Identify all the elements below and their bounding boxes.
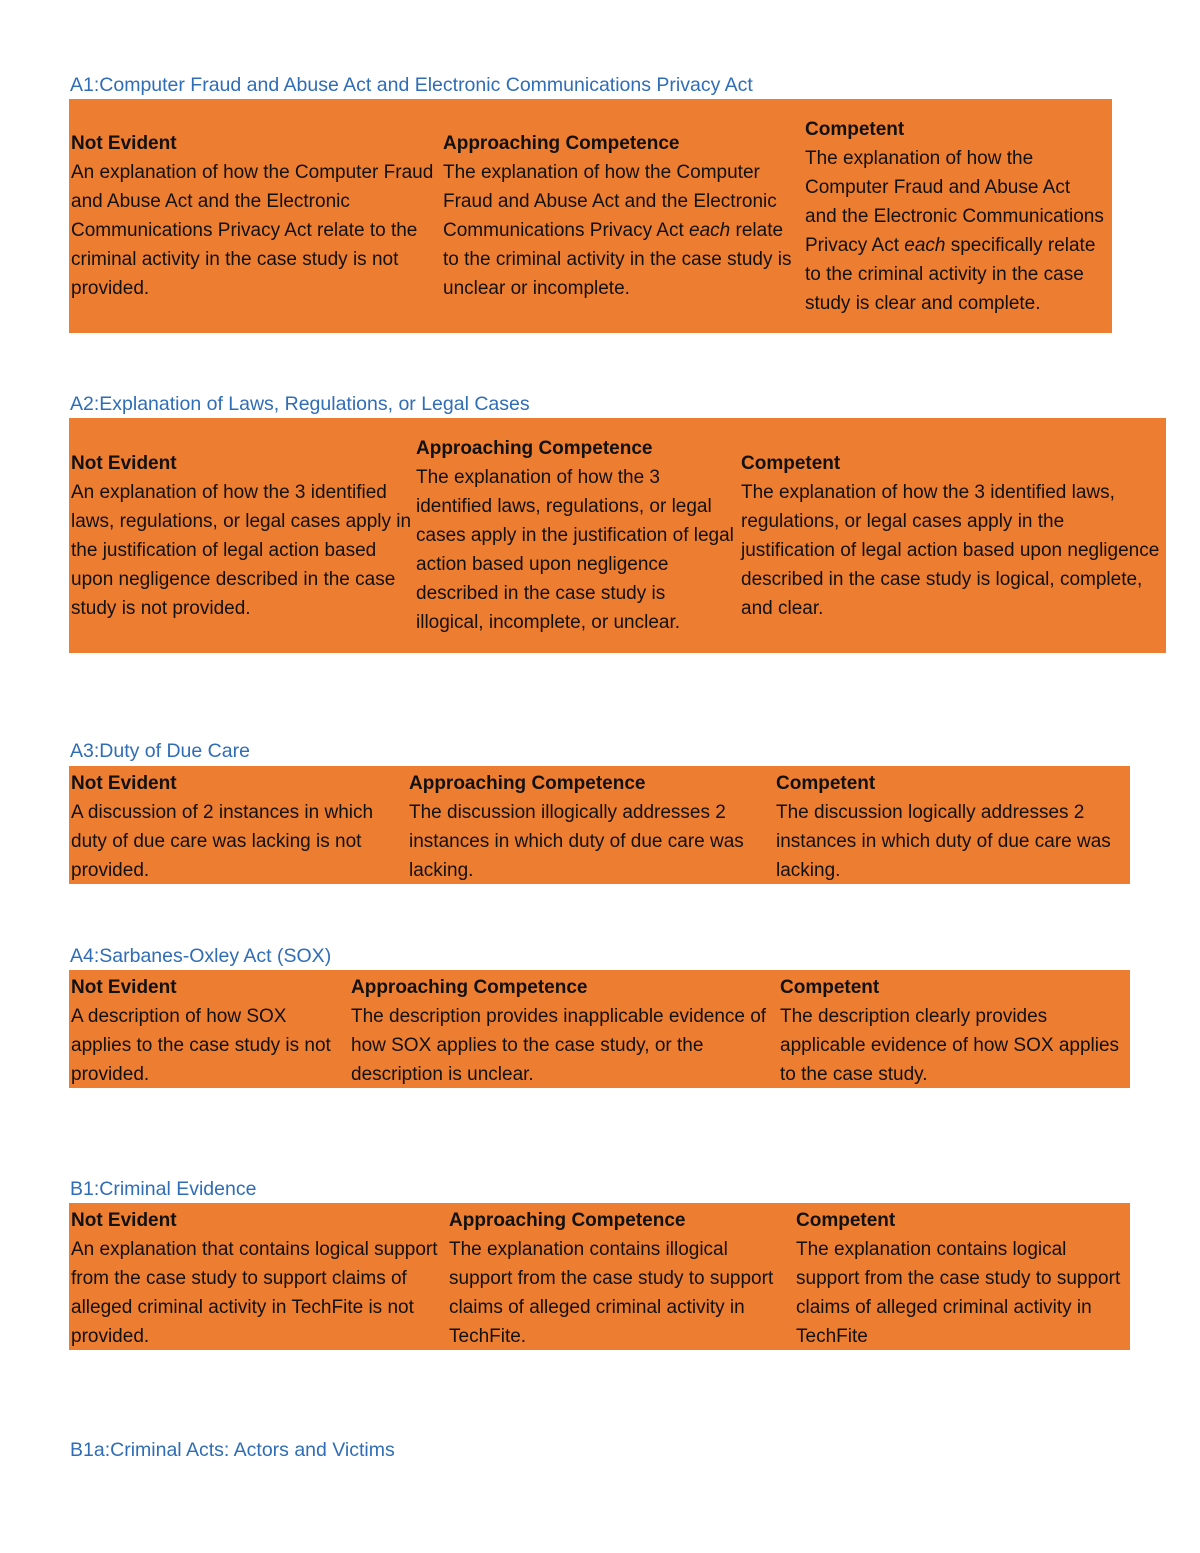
rubric-cell-approaching bbox=[447, 1203, 794, 1350]
level-description: The explanation of how the 3 identified laws, regulations, or legal cases apply in the justification of legal action based upon negligence described in the case study is illogical, incomplete, or unclear. bbox=[416, 467, 734, 633]
level-heading: Approaching Competence bbox=[409, 773, 646, 794]
level-heading: Not Evident bbox=[71, 1210, 177, 1231]
rubric-cell-competent bbox=[778, 970, 1124, 1088]
level-description: The explanation of how the Computer Fraud and Abuse Act and the Electronic Communications Privacy Act each specifically relate to the criminal activity in the case study is clear and complete. bbox=[805, 147, 1104, 314]
rubric-cell-not-evident bbox=[69, 99, 441, 333]
section-title-a3: A3:Duty of Due Care bbox=[70, 740, 250, 762]
level-heading: Approaching Competence bbox=[449, 1210, 686, 1231]
rubric-cell-approaching bbox=[414, 418, 739, 653]
level-heading: Competent bbox=[741, 452, 841, 474]
rubric-box-a4 bbox=[69, 970, 1130, 1088]
level-heading: Not Evident bbox=[71, 133, 177, 154]
level-heading: Approaching Competence bbox=[443, 133, 680, 154]
rubric-cell-not-evident bbox=[69, 418, 414, 653]
rubric-cell-approaching bbox=[407, 766, 774, 884]
rubric-box-a1 bbox=[69, 99, 1112, 333]
section-title-a2: A2:Explanation of Laws, Regulations, or Legal Cases bbox=[70, 393, 530, 415]
level-description: The discussion illogically addresses 2 instances in which duty of due care was lacking. bbox=[409, 802, 744, 881]
level-description: A discussion of 2 instances in which duty of due care was lacking is not provided. bbox=[71, 802, 374, 881]
rubric-cell-competent bbox=[803, 99, 1109, 333]
level-heading: Competent bbox=[776, 773, 876, 794]
level-description: An explanation of how the Computer Fraud and Abuse Act and the Electronic Communications Privacy Act relate to the criminal activity in the case study is not provided. bbox=[71, 162, 434, 299]
level-heading: Not Evident bbox=[71, 452, 177, 474]
rubric-box-a3 bbox=[69, 766, 1130, 884]
level-heading: Approaching Competence bbox=[351, 977, 588, 998]
level-description: The description provides inapplicable evidence of how SOX applies to the case study, or the description is unclear. bbox=[351, 1006, 767, 1085]
rubric-box-a2 bbox=[69, 418, 1166, 653]
rubric-box-b1 bbox=[69, 1203, 1130, 1350]
level-description: An explanation that contains logical support from the case study to support claims of alleged criminal activity in TechFite is not provided. bbox=[71, 1239, 438, 1347]
section-title-a1: A1:Computer Fraud and Abuse Act and Electronic Communications Privacy Act bbox=[70, 74, 753, 96]
level-description: A description of how SOX applies to the case study is not provided. bbox=[71, 1006, 331, 1085]
level-description: The discussion logically addresses 2 instances in which duty of due care was lacking. bbox=[776, 802, 1111, 881]
level-description: The explanation of how the 3 identified laws, regulations, or legal cases apply in the justification of legal action based upon negligence described in the case study is logical, complete, and clear. bbox=[741, 481, 1160, 619]
level-description: An explanation of how the 3 identified laws, regulations, or legal cases apply in the justification of legal action based upon negligence described in the case study is not provided. bbox=[71, 481, 412, 619]
level-heading: Competent bbox=[805, 118, 905, 140]
rubric-cell-competent bbox=[739, 418, 1164, 653]
rubric-cell-competent bbox=[774, 766, 1124, 884]
section-title-b1: B1:Criminal Evidence bbox=[70, 1178, 257, 1200]
level-heading: Not Evident bbox=[71, 773, 177, 794]
level-description: The explanation of how the Computer Fraud and Abuse Act and the Electronic Communications Privacy Act each relate to the criminal activity in the case study is unclear or incomplete. bbox=[443, 162, 792, 299]
level-heading: Approaching Competence bbox=[416, 438, 653, 459]
rubric-cell-not-evident bbox=[69, 1203, 447, 1350]
level-heading: Not Evident bbox=[71, 977, 177, 998]
rubric-cell-approaching bbox=[349, 970, 778, 1088]
rubric-cell-not-evident bbox=[69, 766, 407, 884]
level-description: The explanation contains logical support from the case study to support claims of alleged criminal activity in TechFite bbox=[796, 1239, 1121, 1347]
rubric-cell-competent bbox=[794, 1203, 1124, 1350]
rubric-cell-approaching bbox=[441, 99, 803, 333]
level-heading: Competent bbox=[780, 977, 880, 998]
level-heading: Competent bbox=[796, 1210, 896, 1231]
section-title-b1a: B1a:Criminal Acts: Actors and Victims bbox=[70, 1439, 395, 1461]
level-description: The explanation contains illogical support from the case study to support claims of alleged criminal activity in TechFite. bbox=[449, 1239, 774, 1347]
rubric-cell-not-evident bbox=[69, 970, 349, 1088]
level-description: The description clearly provides applicable evidence of how SOX applies to the case study. bbox=[780, 1006, 1120, 1085]
section-title-a4: A4:Sarbanes-Oxley Act (SOX) bbox=[70, 945, 332, 967]
